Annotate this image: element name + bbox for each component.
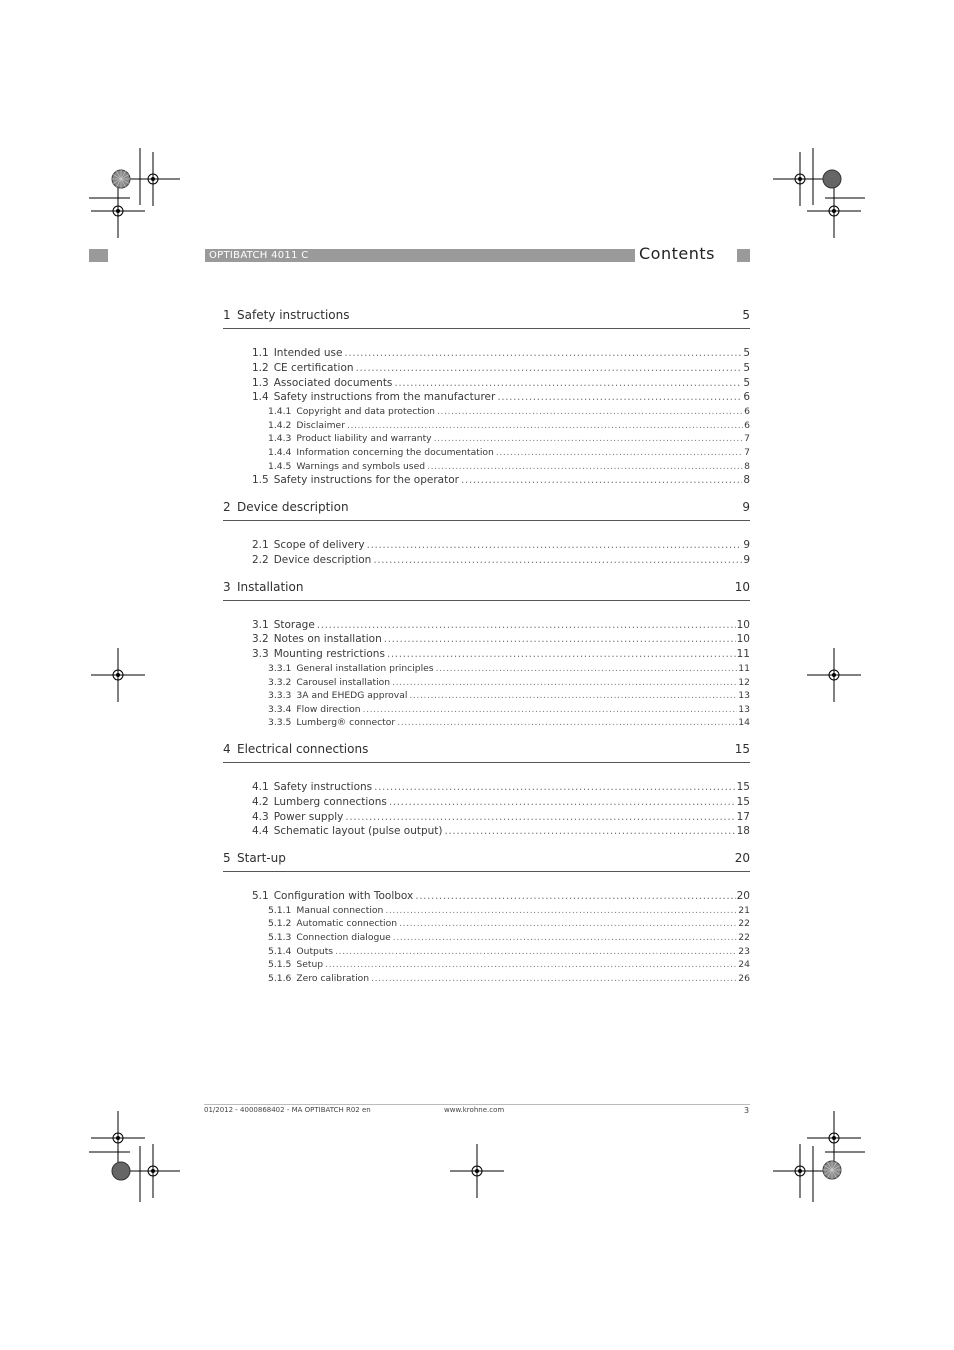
toc-dot-leader xyxy=(345,810,735,825)
toc-entry-number: 3.3.3 xyxy=(268,690,292,702)
toc-entry-page: 15 xyxy=(736,795,750,808)
footer-rule xyxy=(204,1104,750,1105)
toc-entry-title: Storage xyxy=(273,618,315,631)
toc-entry-page: 6 xyxy=(744,406,750,418)
toc-entry-page: 15 xyxy=(736,780,750,793)
toc-entry[interactable] xyxy=(268,405,750,419)
toc-entry-page: 20 xyxy=(736,890,750,903)
toc-entry[interactable] xyxy=(268,432,750,446)
toc-entry-title: Disclaimer xyxy=(296,419,345,431)
toc-entry-page: 6 xyxy=(743,391,750,404)
toc-entry-title: Notes on installation xyxy=(273,633,382,646)
grey-disc-mark xyxy=(823,170,841,188)
toc-chapter-page: 10 xyxy=(734,579,750,594)
toc-entry-page: 9 xyxy=(743,553,750,566)
toc-entry[interactable] xyxy=(268,904,750,918)
toc-entry-title: Manual connection xyxy=(296,904,384,916)
toc-entry-page: 14 xyxy=(738,717,750,729)
crosshair-dot xyxy=(151,1169,155,1173)
toc-dot-leader xyxy=(347,419,743,433)
toc-entry-page: 11 xyxy=(736,648,750,661)
toc-dot-leader xyxy=(415,889,735,904)
toc-dot-leader xyxy=(384,632,736,647)
toc-dot-leader xyxy=(427,460,743,474)
toc-entry[interactable] xyxy=(268,958,750,972)
toc-entry-page: 8 xyxy=(744,460,750,472)
toc-entry-number: 3.1 xyxy=(252,618,269,631)
toc-entry-number: 1.1 xyxy=(252,347,269,359)
header-product-name: OPTIBATCH 4011 C xyxy=(209,250,309,261)
toc-entry[interactable] xyxy=(268,703,750,717)
toc-entry-number: 5.1.5 xyxy=(268,959,292,971)
toc-entry-title: Lumberg connections xyxy=(273,795,387,808)
toc-entry-title: Mounting restrictions xyxy=(273,648,385,661)
toc-chapter-title: Start-up xyxy=(237,851,286,866)
toc-entry[interactable] xyxy=(268,689,750,703)
toc-entry[interactable] xyxy=(252,810,750,825)
toc-chapter[interactable] xyxy=(223,740,750,763)
toc-dot-leader xyxy=(399,917,737,931)
toc-entry[interactable] xyxy=(268,446,750,460)
toc-entry[interactable] xyxy=(252,889,750,904)
footer-website: www.krohne.com xyxy=(444,1106,505,1114)
toc-entry-number: 1.4 xyxy=(252,391,269,404)
toc-entry-title: Schematic layout (pulse output) xyxy=(273,825,443,838)
toc-dot-leader xyxy=(325,958,737,972)
toc-entry-title: Lumberg® connector xyxy=(296,717,396,729)
toc-entry-title: Setup xyxy=(296,959,324,971)
toc-entry-page: 5 xyxy=(743,347,750,359)
toc-chapter-title: Device description xyxy=(237,499,349,514)
toc-entry-number: 2.1 xyxy=(252,538,269,551)
toc-entry[interactable] xyxy=(268,716,750,730)
crosshair-dot xyxy=(116,673,120,677)
toc-entry-number: 4.1 xyxy=(252,780,269,793)
toc-entry[interactable] xyxy=(252,553,750,568)
toc-entry-title: Information concerning the documentation xyxy=(296,446,494,458)
toc-entry-title: Scope of delivery xyxy=(273,538,365,551)
toc-entry-number: 3.3.4 xyxy=(268,703,292,715)
toc-entry[interactable] xyxy=(252,647,750,662)
toc-section-list xyxy=(223,601,750,740)
toc-dot-leader xyxy=(387,647,736,662)
toc-chapter-page: 5 xyxy=(742,308,750,322)
toc-dot-leader xyxy=(437,405,743,419)
toc-entry[interactable] xyxy=(252,473,750,488)
toc-section-list xyxy=(223,872,750,995)
toc-chapter-number: 4 xyxy=(223,741,231,756)
toc-entry-page: 22 xyxy=(738,918,750,930)
toc-dot-leader xyxy=(397,716,737,730)
toc-entry-number: 5.1 xyxy=(252,890,269,903)
toc-entry-title: Safety instructions xyxy=(273,780,373,793)
toc-dot-leader xyxy=(363,703,738,717)
toc-entry-title: Associated documents xyxy=(273,376,393,389)
header-bar xyxy=(205,249,635,262)
toc-section-list xyxy=(223,763,750,849)
toc-entry[interactable] xyxy=(252,538,750,553)
toc-entry-number: 3.3.1 xyxy=(268,662,292,674)
toc-entry-page: 17 xyxy=(736,810,750,823)
toc-entry-page: 7 xyxy=(744,446,750,458)
toc-entry[interactable] xyxy=(252,618,750,633)
toc-entry-page: 5 xyxy=(743,361,750,374)
toc-entry-title: General installation principles xyxy=(296,662,434,674)
toc-entry-number: 1.2 xyxy=(252,361,269,374)
toc-entry-number: 3.3 xyxy=(252,648,269,661)
toc-chapter-number: 5 xyxy=(223,851,231,866)
toc-entry-title: Safety instructions for the operator xyxy=(273,474,459,487)
toc-entry[interactable] xyxy=(268,676,750,690)
toc-entry-number: 5.1.3 xyxy=(268,932,292,944)
toc-section-list xyxy=(223,521,750,578)
toc-dot-leader xyxy=(461,473,742,488)
toc-entry-page: 11 xyxy=(738,662,750,674)
toc-entry-title: CE certification xyxy=(273,361,354,374)
toc-entry-title: Carousel installation xyxy=(296,676,391,688)
toc-entry[interactable] xyxy=(268,419,750,433)
toc-dot-leader xyxy=(445,824,736,839)
toc-entry-title: Connection dialogue xyxy=(296,932,391,944)
toc-chapter-page: 15 xyxy=(734,741,750,756)
crosshair-dot xyxy=(116,1136,120,1140)
toc-entry[interactable] xyxy=(252,376,750,391)
toc-entry[interactable] xyxy=(252,346,750,361)
toc-entry-number: 1.4.4 xyxy=(268,446,292,458)
toc-chapter-number: 2 xyxy=(223,499,231,514)
toc-entry[interactable] xyxy=(252,824,750,839)
toc-entry-page: 13 xyxy=(738,703,750,715)
toc-entry-title: Copyright and data protection xyxy=(296,406,435,418)
toc-entry-page: 22 xyxy=(738,932,750,944)
header-right-tab xyxy=(737,249,750,262)
toc-dot-leader xyxy=(344,346,742,361)
crosshair-dot xyxy=(116,209,120,213)
toc-entry-number: 3.2 xyxy=(252,633,269,646)
grey-disc-mark xyxy=(112,1162,130,1180)
crosshair-dot xyxy=(832,1136,836,1140)
toc-entry-number: 5.1.4 xyxy=(268,945,292,957)
toc-dot-leader xyxy=(434,432,744,446)
toc-dot-leader xyxy=(392,676,737,690)
toc-entry-title: Product liability and warranty xyxy=(296,433,432,445)
toc-entry-number: 4.4 xyxy=(252,825,269,838)
table-of-contents xyxy=(223,306,750,995)
toc-entry-title: 3A and EHEDG approval xyxy=(296,690,408,702)
footer-page-number: 3 xyxy=(744,1106,750,1115)
crosshair-dot xyxy=(151,177,155,181)
toc-chapter-title: Safety instructions xyxy=(237,308,350,322)
toc-entry[interactable] xyxy=(268,662,750,676)
toc-dot-leader xyxy=(394,376,742,391)
toc-dot-leader xyxy=(385,904,737,918)
toc-dot-leader xyxy=(367,538,743,553)
toc-entry-page: 13 xyxy=(738,690,750,702)
toc-entry-number: 1.5 xyxy=(252,474,269,487)
toc-chapter-number: 3 xyxy=(223,579,231,594)
crosshair-dot xyxy=(832,209,836,213)
toc-chapter[interactable] xyxy=(223,849,750,872)
toc-entry[interactable] xyxy=(252,795,750,810)
toc-dot-leader xyxy=(496,446,743,460)
toc-entry-number: 1.4.1 xyxy=(268,406,292,418)
toc-entry-number: 1.4.3 xyxy=(268,433,292,445)
toc-entry-number: 4.2 xyxy=(252,795,269,808)
toc-chapter-page: 9 xyxy=(742,499,750,514)
toc-entry-title: Intended use xyxy=(273,347,343,359)
toc-entry-number: 5.1.1 xyxy=(268,904,292,916)
toc-entry[interactable] xyxy=(268,972,750,986)
toc-entry-title: Flow direction xyxy=(296,703,361,715)
toc-entry[interactable] xyxy=(268,931,750,945)
toc-dot-leader xyxy=(374,780,736,795)
toc-entry-page: 10 xyxy=(736,633,750,646)
toc-entry-title: Zero calibration xyxy=(296,972,370,984)
toc-entry-page: 8 xyxy=(743,474,750,487)
toc-entry[interactable] xyxy=(252,361,750,376)
toc-entry-page: 6 xyxy=(744,419,750,431)
toc-entry-number: 1.4.5 xyxy=(268,460,292,472)
toc-dot-leader xyxy=(393,931,738,945)
toc-entry[interactable] xyxy=(268,945,750,959)
toc-dot-leader xyxy=(389,795,736,810)
toc-entry-title: Outputs xyxy=(296,945,334,957)
toc-entry-page: 18 xyxy=(736,825,750,838)
toc-dot-leader xyxy=(436,662,738,676)
toc-entry-number: 2.2 xyxy=(252,553,269,566)
toc-entry-title: Power supply xyxy=(273,810,344,823)
toc-entry[interactable] xyxy=(268,917,750,931)
toc-dot-leader xyxy=(356,361,743,376)
toc-chapter-page: 20 xyxy=(734,851,750,866)
toc-dot-leader xyxy=(497,390,742,405)
crosshair-dot xyxy=(798,1169,802,1173)
toc-chapter-number: 1 xyxy=(223,308,231,322)
toc-entry-number: 3.3.5 xyxy=(268,717,292,729)
toc-entry[interactable] xyxy=(252,780,750,795)
toc-entry-number: 1.4.2 xyxy=(268,419,292,431)
toc-entry-page: 21 xyxy=(738,904,750,916)
toc-entry-number: 4.3 xyxy=(252,810,269,823)
toc-dot-leader xyxy=(317,618,736,633)
crosshair-dot xyxy=(798,177,802,181)
toc-dot-leader xyxy=(335,945,737,959)
toc-entry-page: 24 xyxy=(738,959,750,971)
toc-entry-page: 23 xyxy=(738,945,750,957)
toc-entry-title: Configuration with Toolbox xyxy=(273,890,414,903)
toc-chapter-title: Installation xyxy=(237,579,304,594)
toc-dot-leader xyxy=(409,689,737,703)
page-title: Contents xyxy=(639,244,715,263)
toc-entry-number: 3.3.2 xyxy=(268,676,292,688)
toc-entry-number: 5.1.6 xyxy=(268,972,292,984)
toc-entry-page: 12 xyxy=(738,676,750,688)
toc-chapter[interactable] xyxy=(223,578,750,601)
crosshair-dot xyxy=(832,673,836,677)
toc-entry-title: Warnings and symbols used xyxy=(296,460,426,472)
toc-dot-leader xyxy=(373,553,742,568)
crosshair-dot xyxy=(475,1169,479,1173)
toc-entry-number: 5.1.2 xyxy=(268,918,292,930)
header-left-tab xyxy=(89,249,108,262)
footer-document-id: 01/2012 - 4000868402 - MA OPTIBATCH R02 en xyxy=(204,1106,371,1114)
toc-section-list xyxy=(223,329,750,498)
toc-entry-title: Safety instructions from the manufacturer xyxy=(273,391,496,404)
toc-entry-number: 1.3 xyxy=(252,376,269,389)
toc-entry-page: 7 xyxy=(744,433,750,445)
toc-chapter-title: Electrical connections xyxy=(237,741,369,756)
toc-entry[interactable] xyxy=(252,632,750,647)
toc-entry-page: 26 xyxy=(738,972,750,984)
toc-entry-page: 10 xyxy=(736,618,750,631)
toc-entry-title: Automatic connection xyxy=(296,918,398,930)
toc-chapter[interactable] xyxy=(223,498,750,521)
toc-entry-title: Device description xyxy=(273,553,372,566)
toc-entry[interactable] xyxy=(252,390,750,405)
toc-entry[interactable] xyxy=(268,460,750,474)
toc-chapter[interactable] xyxy=(223,306,750,329)
toc-dot-leader xyxy=(371,972,737,986)
toc-entry-page: 5 xyxy=(743,376,750,389)
toc-entry-page: 9 xyxy=(743,538,750,551)
